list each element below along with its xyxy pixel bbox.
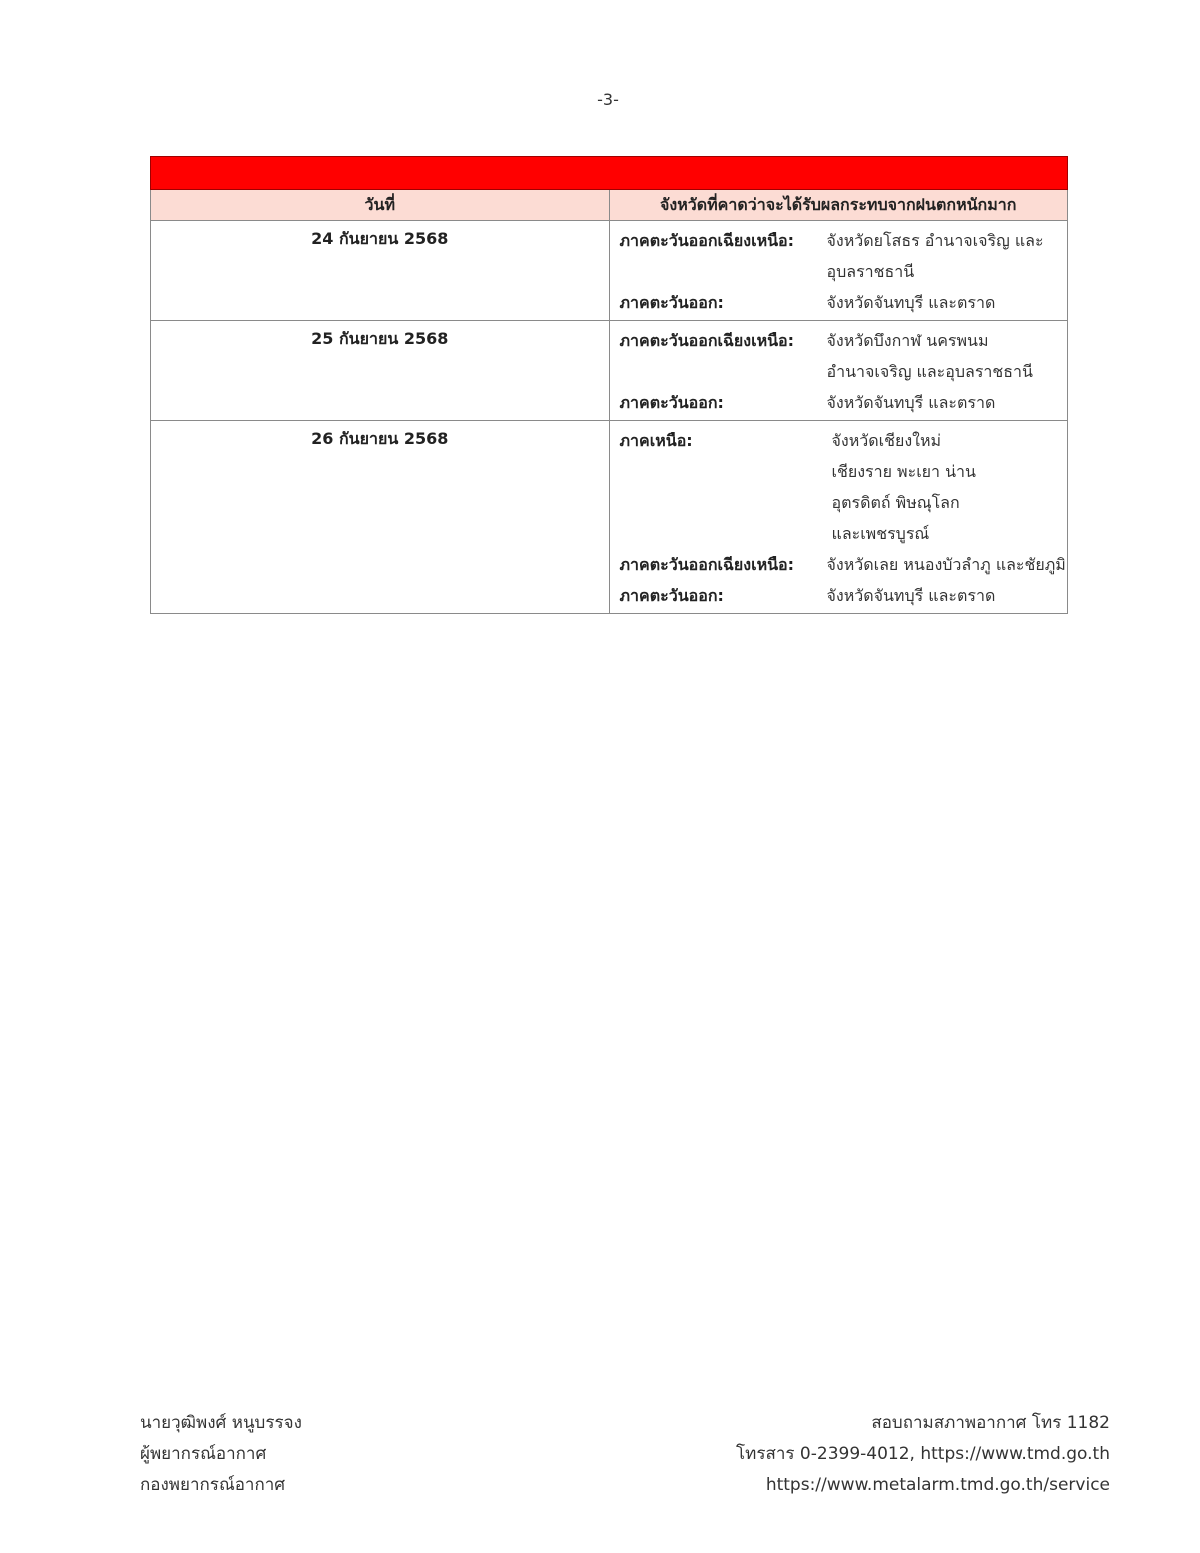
page-number: -3- (597, 90, 619, 109)
table-row (151, 421, 1068, 614)
region-provinces: จังหวัดจันทบุรี และตราด (826, 293, 996, 312)
region-line (620, 425, 1068, 549)
header-date: วันที่ (151, 190, 610, 221)
hotline-text: สอบถามสภาพอากาศ โทร 1182 (871, 1413, 1110, 1433)
header-provinces: จังหวัดที่คาดว่าจะได้รับผลกระทบจากฝนตกหนักมาก (609, 190, 1068, 221)
row-regions (609, 421, 1068, 614)
heavy-rain-forecast-table (150, 156, 1068, 614)
table-banner-row (151, 157, 1068, 190)
region-line (620, 287, 1068, 318)
table-banner (151, 157, 1068, 190)
region-provinces: จังหวัดจันทบุรี และตราด (826, 393, 996, 412)
row-date: 26 กันยายน 2568 (151, 421, 610, 614)
footer-contact (736, 1408, 1110, 1501)
table-row (151, 221, 1068, 321)
region-line (620, 549, 1068, 580)
region-label: ภาคเหนือ: (619, 431, 693, 450)
table-row (151, 321, 1068, 421)
region-provinces: จังหวัดเชียงใหม่ เชียงราย พะเยา น่าน อุตรดิตถ์ พิษณุโลก และเพชรบูรณ์ (831, 431, 976, 543)
row-regions (609, 221, 1068, 321)
forecaster-name: นายวุฒิพงศ์ หนูบรรจง (140, 1413, 302, 1433)
fax-website-text: โทรสาร 0-2399-4012, https://www.tmd.go.th (736, 1444, 1110, 1464)
forecaster-department: กองพยากรณ์อากาศ (140, 1475, 286, 1495)
region-label: ภาคตะวันออกเฉียงเหนือ: (619, 555, 795, 574)
region-provinces: จังหวัดยโสธร อำนาจเจริญ และอุบลราชธานี (826, 231, 1044, 281)
footer-signature (140, 1408, 302, 1501)
row-date: 24 กันยายน 2568 (151, 221, 610, 321)
region-label: ภาคตะวันออกเฉียงเหนือ: (619, 331, 795, 350)
region-line (620, 580, 1068, 611)
region-provinces: จังหวัดจันทบุรี และตราด (826, 586, 996, 605)
region-line (620, 325, 1068, 387)
region-label: ภาคตะวันออก: (619, 586, 724, 605)
region-provinces: จังหวัดบึงกาฬ นครพนม อำนาจเจริญ และอุบลราชธานี (826, 331, 1033, 381)
row-date: 25 กันยายน 2568 (151, 321, 610, 421)
service-url-text: https://www.metalarm.tmd.go.th/service (765, 1475, 1110, 1495)
region-line (620, 225, 1068, 287)
region-label: ภาคตะวันออก: (619, 393, 724, 412)
row-regions (609, 321, 1068, 421)
region-line (620, 387, 1068, 418)
region-provinces: จังหวัดเลย หนองบัวลำภู และชัยภูมิ (826, 555, 1066, 574)
table-header-row (151, 190, 1068, 221)
region-label: ภาคตะวันออก: (619, 293, 724, 312)
region-label: ภาคตะวันออกเฉียงเหนือ: (619, 231, 795, 250)
forecaster-title: ผู้พยากรณ์อากาศ (140, 1444, 267, 1464)
